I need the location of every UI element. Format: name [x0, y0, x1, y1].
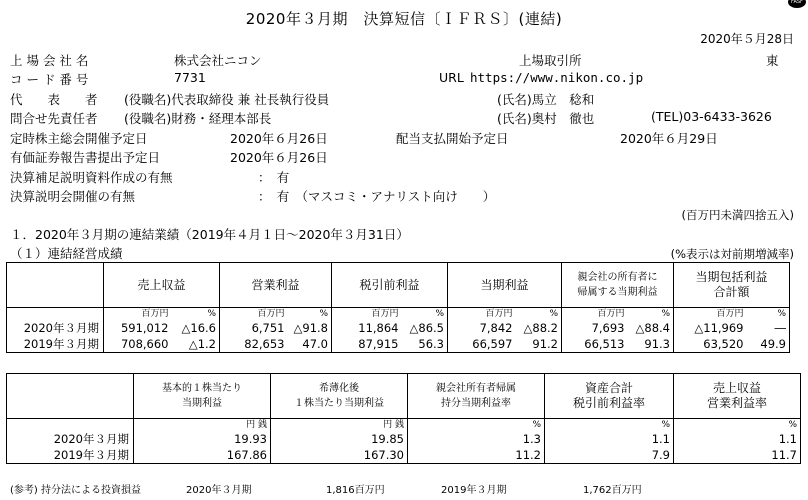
unit-amount: 百万円 [674, 308, 747, 321]
header-owners-profit: 親会社の所有者に 帰属する当期利益 [562, 263, 674, 308]
agm-date: 2020年６月26日 [230, 131, 328, 146]
header-roa: 資産合計 税引前利益率 [545, 374, 674, 419]
unit: % [674, 419, 801, 432]
representative-name: (氏名)馬立 稔和 [497, 92, 595, 107]
reference-period-1: 2020年３月期 [186, 485, 252, 496]
cell: △86.5 [409, 321, 444, 335]
cell: 49.9 [747, 336, 790, 353]
table-row [7, 336, 790, 353]
cell: 91.2 [532, 337, 558, 351]
unit-amount: 百万円 [104, 308, 172, 321]
cell: 19.93 [134, 431, 271, 447]
exchange-label: 上場取引所 [519, 53, 582, 68]
header-blank [7, 374, 134, 419]
unit: 円 銭 [134, 419, 271, 432]
cell: 1.3 [408, 431, 545, 447]
unit-pct: % [207, 309, 216, 319]
header-basic-eps: 基本的１株当たり 当期利益 [134, 374, 271, 419]
unit: % [545, 419, 674, 432]
unit-amount: 百万円 [562, 308, 628, 321]
row-label: 2020年３月期 [7, 320, 104, 336]
cell: 708,660 [104, 336, 172, 353]
company-name-label: 上 場 会 社 名 [10, 53, 89, 68]
unit-amount: 百万円 [332, 308, 402, 321]
section-subheading: （１）連結経営成績 [10, 246, 123, 261]
cell: ― [747, 320, 790, 336]
header-diluted-eps: 希薄化後 １株当たり当期利益 [271, 374, 408, 419]
company-name: 株式会社ニコン [174, 53, 262, 68]
header-pretax-profit: 税引前利益 [332, 263, 448, 308]
table-unit-row [7, 308, 790, 321]
stock-code: 7731 [174, 70, 206, 85]
cell: 66,597 [448, 336, 516, 353]
briefing-value: ： 有 （マスコミ・アナリスト向け ） [258, 189, 496, 204]
cell: △1.2 [188, 337, 216, 351]
dividend-label: 配当支払開始予定日 [396, 131, 509, 146]
operating-results-table [6, 262, 790, 353]
header-operating-margin: 売上収益 営業利益率 [674, 374, 801, 419]
cell: △11,969 [674, 320, 747, 336]
table-row [7, 431, 801, 447]
header-operating-profit: 営業利益 [220, 263, 332, 308]
agm-label: 定時株主総会開催予定日 [10, 131, 148, 146]
contact-title: (役職名)財務・経理本部長 [124, 111, 272, 126]
table-header-row [7, 374, 801, 419]
unit-pct: % [747, 308, 790, 321]
reference-period-2: 2019年３月期 [441, 485, 507, 496]
contact-label: 問合せ先責任者 [10, 111, 98, 126]
header-blank [7, 263, 104, 308]
header-revenue: 売上収益 [104, 263, 220, 308]
cell: 7,693 [562, 320, 628, 336]
representative-title: (役職名)代表取締役 兼 社長執行役員 [124, 92, 330, 107]
cell: 167.30 [271, 447, 408, 464]
dividend-date: 2020年６月29日 [620, 131, 718, 146]
header-comprehensive-income: 当期包括利益 合計額 [674, 263, 790, 308]
cell: 47.0 [302, 337, 328, 351]
exchange-value: 東 [766, 53, 779, 68]
reference-value-2: 1,762百万円 [583, 485, 642, 496]
reference-label: (参考) 持分法による投資損益 [10, 485, 141, 496]
unit-blank [7, 419, 134, 432]
cell: 19.85 [271, 431, 408, 447]
contact-name: (氏名)奥村 徹也 [497, 111, 595, 126]
cell: 6,751 [220, 320, 288, 336]
table-header-row [7, 263, 790, 308]
cell: △16.6 [181, 321, 216, 335]
cell: 11,864 [332, 320, 402, 336]
header-roe: 親会社所有者帰属 持分当期利益率 [408, 374, 545, 419]
cell: 1.1 [674, 431, 801, 447]
reference-value-1: 1,816百万円 [326, 485, 385, 496]
cell: △91.8 [293, 321, 328, 335]
percent-note: (%表示は対前期増減率) [670, 247, 794, 261]
document-title: 2020年３月期 決算短信〔ＩＦＲＳ〕(連結) [245, 10, 563, 28]
table-unit-row [7, 419, 801, 432]
supplementary-value: ： 有 [258, 170, 290, 185]
cell: 7,842 [448, 320, 516, 336]
rounding-note: (百万円未満四捨五入) [681, 208, 794, 222]
row-label: 2019年３月期 [7, 447, 134, 464]
cell: 87,915 [332, 336, 402, 353]
cell: 1.1 [545, 431, 674, 447]
table-row [7, 320, 790, 336]
supplementary-label: 決算補足説明資料作成の有無 [10, 170, 173, 185]
cell: 82,653 [220, 336, 288, 353]
report-label: 有価証券報告書提出予定日 [10, 150, 161, 165]
contact-tel: (TEL)03-6433-3626 [651, 109, 772, 124]
unit: % [408, 419, 545, 432]
unit: 円 銭 [271, 419, 408, 432]
representative-label: 代 表 者 [10, 92, 98, 107]
cell: 56.3 [418, 337, 444, 351]
table-row [7, 447, 801, 464]
unit-amount: 百万円 [448, 308, 516, 321]
row-label: 2020年３月期 [7, 431, 134, 447]
row-label: 2019年３月期 [7, 336, 104, 353]
report-date: 2020年６月26日 [230, 150, 328, 165]
unit-pct: % [319, 309, 328, 319]
document-date: 2020年５月28日 [700, 32, 794, 46]
code-label: コ ー ド 番 号 [10, 72, 89, 87]
cell: 167.86 [134, 447, 271, 464]
section-heading: １．2020年３月期の連結業績（2019年４月１日～2020年３月31日） [10, 227, 409, 242]
fasf-mark: FASF [788, 0, 806, 8]
url-label: URL [439, 70, 464, 85]
cell: 63,520 [674, 336, 747, 353]
cell: 7.9 [545, 447, 674, 464]
cell: 91.3 [644, 337, 670, 351]
unit-blank [7, 308, 104, 321]
per-share-table [6, 373, 801, 464]
company-url[interactable]: https://www.nikon.co.jp [470, 70, 644, 85]
cell: 11.7 [674, 447, 801, 464]
unit-amount: 百万円 [220, 308, 288, 321]
cell: △88.2 [523, 321, 558, 335]
header-net-profit: 当期利益 [448, 263, 562, 308]
cell: 11.2 [408, 447, 545, 464]
unit-pct: % [661, 309, 670, 319]
cell: 591,012 [104, 320, 172, 336]
unit-pct: % [435, 309, 444, 319]
cell: 66,513 [562, 336, 628, 353]
briefing-label: 決算説明会開催の有無 [10, 189, 136, 204]
cell: △88.4 [635, 321, 670, 335]
unit-pct: % [549, 309, 558, 319]
